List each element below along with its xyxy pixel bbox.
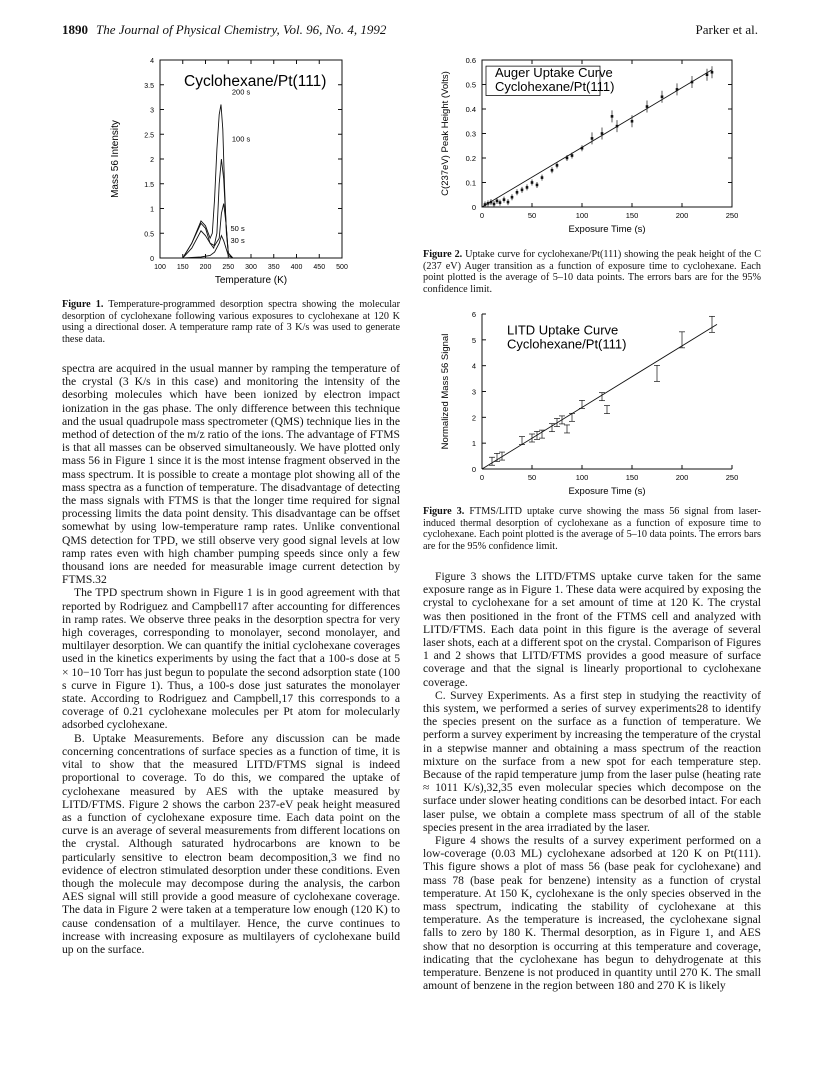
data-point: [511, 196, 514, 199]
x-tick-label: 450: [313, 264, 326, 271]
y-tick-label: 2.5: [144, 132, 154, 140]
header-authors: Parker et al.: [695, 22, 758, 37]
data-point: [541, 176, 544, 179]
data-point: [484, 203, 487, 206]
data-point: [507, 201, 510, 204]
figure-1-caption-text: Temperature-programmed desorption spectra showing the molecular desorption of cyclohexane following various exposures to cyclohexane at 120 K using a directional doser. A temperature ramp rate of 3 K/s was used to generate these data.: [62, 299, 400, 345]
data-point: [526, 186, 529, 189]
x-tick-label: 250: [725, 473, 739, 482]
figure-3-caption: [423, 506, 761, 552]
right-paragraph-2: C. Survey Experiments. As a first step in studying the reactivity of this system, we performed a series of survey experiments28 to identify the species present on the surface as a function of temperature. We perform a survey experiment by increasing the temperature of the crystal in a stepwise manner and obtaining a mass spectrum of the reaction mixture on the surface from a new spot for each temperature step. Because of the rapid temperature jump from the laser pulse (heating rate ≈ 1011 K/s),32,35 even molecular species which decompose on the surface under slower heating conditions can be desorbed intact. For each laser pulse, we obtain a complete mass spectrum of all of the stable species present in the area irradiated by the laser.: [423, 688, 762, 834]
figure-1-caption: [62, 299, 400, 345]
x-tick-label: 0: [479, 473, 485, 482]
data-point: [711, 71, 714, 74]
y-tick-label: 6: [471, 310, 476, 319]
left-column: [62, 362, 400, 956]
y-tick-label: 0.4: [465, 105, 476, 114]
x-axis-label: Exposure Time (s): [568, 224, 646, 235]
y-tick-label: 2: [150, 157, 154, 164]
x-tick-label: 150: [625, 211, 639, 220]
data-point: [646, 105, 649, 108]
data-point: [571, 154, 574, 157]
y-tick-label: 0.3: [465, 129, 476, 139]
x-tick-label: 0: [479, 211, 485, 220]
y-tick-label: 2: [471, 413, 476, 423]
data-point: [616, 125, 619, 128]
x-tick-label: 50: [527, 473, 537, 482]
x-axis-label: Temperature (K): [214, 275, 288, 286]
figure-2-chart: [436, 52, 766, 246]
data-point: [503, 198, 506, 201]
x-tick-label: 300: [245, 264, 257, 271]
figure-3-caption-text: FTMS/LITD uptake curve showing the mass 56 signal from laser-induced thermal desorption of cyclohexane as a function of exposure time to cyclohexane. Each point plotted is the average of 5–10 data points. The errors bars are for the 95% confidence limit.: [423, 506, 761, 552]
journal-citation: The Journal of Physical Chemistry, Vol. 96, No. 4, 1992: [96, 22, 387, 37]
y-tick-label: 0.5: [465, 80, 476, 90]
right-paragraph-3: Figure 4 shows the results of a survey experiment performed on a low-coverage (0.03 ML) cyclohexane adsorbed at 120 K on Pt(111). This figure shows a plot of mass 56 (base peak for cyclohexane) and mass 78 (base peak for benzene) intensity as a function of crystal temperature. At 150 K, cyclohexane is the only species observed in the mass spectrum, indicating the stability of cyclohexane at this temperature. As the temperature is increased, the cyclohexane signal falls to zero by 180 K. Thermal desorption, as in Figure 1, and AES show that no desorption is occurring at this temperature and coverage, indicating that the cyclohexane has begun to dehydrogenate at this temperature. Benzene is not produced in quantity until 270 K. The small amount of benzene in the region between 180 and 270 K is likely: [423, 834, 761, 993]
figure-2-caption-label: Figure 2.: [423, 249, 463, 260]
data-point: [706, 73, 709, 76]
figure-3-title-line-1: LITD Uptake Curve: [507, 322, 619, 338]
x-tick-label: 150: [176, 264, 189, 271]
y-tick-label: 3.5: [144, 82, 154, 90]
curve-label: 200 s: [231, 87, 251, 97]
left-paragraph-1: spectra are acquired in the usual manner by ramping the temperature of the crystal (3 K/s in this case) and monitoring the intensity of the desorbing molecules which have been ionized by electron impact ionization in the gas phase. The only difference between this technique and the usual quadrupole mass spectrometer (QMS) technique lies in the method of detection of the m/z ratio of the ions. The advantage of FTMS is that all masses can be observed simultaneously. We have plotted only mass 56 in Figure 1 since it is the most intense fragment observed in the mass spectrum. It is possible to create a montage plot showing all of the mass spectra as a function of temperature. The disadvantage of detecting the mass signals with FTMS is that the longer time required for signal processing limits the data point density. This disadvantage can be offset somewhat by using low-temperature ramp rates. Unlike conventional QMS detection for TPD, we still observe very good signal levels at low ramp rates even with high chamber pumping speeds since only a few thousand ions are needed for measurable image current detection by FTMS.32: [62, 362, 400, 587]
y-tick-label: 4: [471, 361, 476, 371]
y-tick-label: 0: [471, 465, 476, 474]
right-column: [423, 570, 761, 993]
header-left: [62, 22, 386, 38]
x-tick-label: 200: [675, 211, 689, 220]
x-tick-label: 100: [154, 264, 166, 271]
y-tick-label: 3: [471, 387, 476, 397]
data-point: [566, 157, 569, 160]
right-paragraph-1: Figure 3 shows the LITD/FTMS uptake curve taken for the same exposure range as in Figure 1. These data were acquired by exposing the crystal to cyclohexane for a set amount of time at 120 K. The crystal was then positioned in the front of the FTMS cell and analyzed with LITD/FTMS. Each data point in this figure is the average of several laser shots, each at a different spot on the crystal. Comparison of Figures 1 and 2 shows that LITD/FTMS provides a good measure of surface coverage and that the signal is linearly proportional to cyclohexane coverage.: [423, 570, 761, 689]
figure-2-title-line-1: Auger Uptake Curve: [495, 65, 613, 81]
data-point: [676, 88, 679, 91]
data-point: [516, 191, 519, 194]
x-tick-label: 50: [527, 211, 537, 220]
x-tick-label: 350: [267, 264, 280, 271]
data-point: [496, 200, 499, 203]
data-point: [536, 184, 539, 187]
y-tick-label: 1: [150, 206, 154, 214]
figure-1-chart: [98, 52, 360, 292]
data-point: [691, 81, 694, 84]
figure-2-caption: [423, 249, 761, 295]
data-point: [601, 132, 604, 135]
page-number: 1890: [62, 22, 88, 37]
y-tick-label: 1.5: [144, 181, 154, 189]
left-paragraph-3: B. Uptake Measurements. Before any discussion can be made concerning concentrations of surface species as a function of time, it is vital to show that the measured LITD/FTMS signal is indeed proportional to coverage. To do this, we compared the uptake of cyclohexane measured by AES with the uptake measured by LITD/FTMS. Figure 2 shows the carbon 237-eV peak height measured as a function of cyclohexane exposure time. Each data point on the curve is an average of several measurements from different locations on the crystal. Although saturated hydrocarbons are known to be particularly sensitive to electron beam decomposition,3 we find no evidence of electron stimulated desorption under these conditions. Even though the molecule may decompose during the analysis, the carbon AES signal will still provide a good measure of cyclohexane coverage. The data in Figure 2 were taken at a temperature low enough (120 K) to cause condensation of a multilayer. Hence, the curve continues to increase with increasing exposure as multilayers of cyclohexane build up on the surface.: [62, 731, 400, 956]
x-tick-label: 500: [336, 264, 348, 271]
data-point: [499, 201, 502, 204]
figure-3-title-line-2: Cyclohexane/Pt(111): [507, 336, 627, 352]
y-tick-label: 1: [471, 439, 476, 449]
data-point: [487, 202, 490, 205]
y-tick-label: 3: [150, 107, 154, 115]
y-axis-label: Normalized Mass 56 Signal: [440, 333, 451, 450]
figure-1-title-line-1: Cyclohexane/Pt(111): [184, 73, 327, 90]
data-point: [556, 164, 559, 167]
y-tick-label: 0.5: [144, 231, 154, 239]
data-point: [531, 181, 534, 184]
data-point: [611, 115, 614, 118]
x-tick-label: 100: [575, 473, 589, 482]
x-tick-label: 250: [222, 264, 235, 271]
data-point: [661, 95, 664, 98]
curve-label: 50 s: [230, 223, 245, 233]
x-tick-label: 250: [725, 211, 739, 220]
x-axis-label: Exposure Time (s): [568, 486, 646, 497]
left-paragraph-2: The TPD spectrum shown in Figure 1 is in good agreement with that reported by Rodriguez and Campbell17 after accounting for differences in ramp rates. We observe three peaks in the desorption spectra for very high coverages, corresponding to monolayer, second monolayer, and multilayer desorption. We can quantify the initial cyclohexane coverages used in the kinetics experiments by using the fact that a 100-s dose at 5 × 10−10 Torr has just begun to populate the second adsorption state (100 s curve in Figure 1). Thus, a 100-s dose just saturates the monolayer state. According to Rodriguez and Campbell,17 this corresponds to a coverage of 0.21 cyclohexane molecules per Pt atom for molecularly adsorbed cyclohexane.: [62, 586, 400, 732]
data-point: [591, 137, 594, 140]
y-axis-label: Mass 56 Intensity: [110, 120, 121, 198]
figure-3-chart: [436, 306, 766, 502]
data-point: [551, 169, 554, 172]
x-tick-label: 200: [675, 473, 689, 482]
curve-label: 100 s: [231, 134, 251, 144]
y-tick-label: 0: [471, 203, 476, 212]
figure-2-caption-text: Uptake curve for cyclohexane/Pt(111) showing the peak height of the C (237 eV) Auger transition as a function of exposure time to cyclohexane. Each point plotted is the average of 5–10 data points. The errors bars are for the 95% confidence limit.: [423, 249, 761, 295]
data-point: [521, 189, 524, 192]
x-tick-label: 150: [625, 473, 639, 482]
x-tick-label: 200: [199, 264, 212, 271]
y-tick-label: 0: [150, 256, 154, 263]
figure-3-caption-label: Figure 3.: [423, 506, 465, 517]
figure-1-caption-label: Figure 1.: [62, 299, 104, 310]
y-tick-label: 4: [150, 58, 154, 65]
y-tick-label: 0.6: [465, 56, 476, 65]
figure-2-title-line-2: Cyclohexane/Pt(111): [495, 78, 615, 94]
data-point: [581, 147, 584, 150]
data-point: [493, 203, 496, 206]
y-axis-label: C(237eV) Peak Height (Volts): [440, 71, 451, 196]
x-tick-label: 100: [575, 211, 589, 220]
data-point: [631, 120, 634, 123]
y-tick-label: 0.2: [465, 154, 476, 163]
x-tick-label: 400: [290, 264, 303, 271]
y-tick-label: 5: [471, 335, 476, 345]
y-tick-label: 0.1: [465, 178, 476, 188]
data-point: [490, 201, 493, 204]
curve-label: 30 s: [230, 236, 245, 246]
page-header: [62, 22, 758, 42]
